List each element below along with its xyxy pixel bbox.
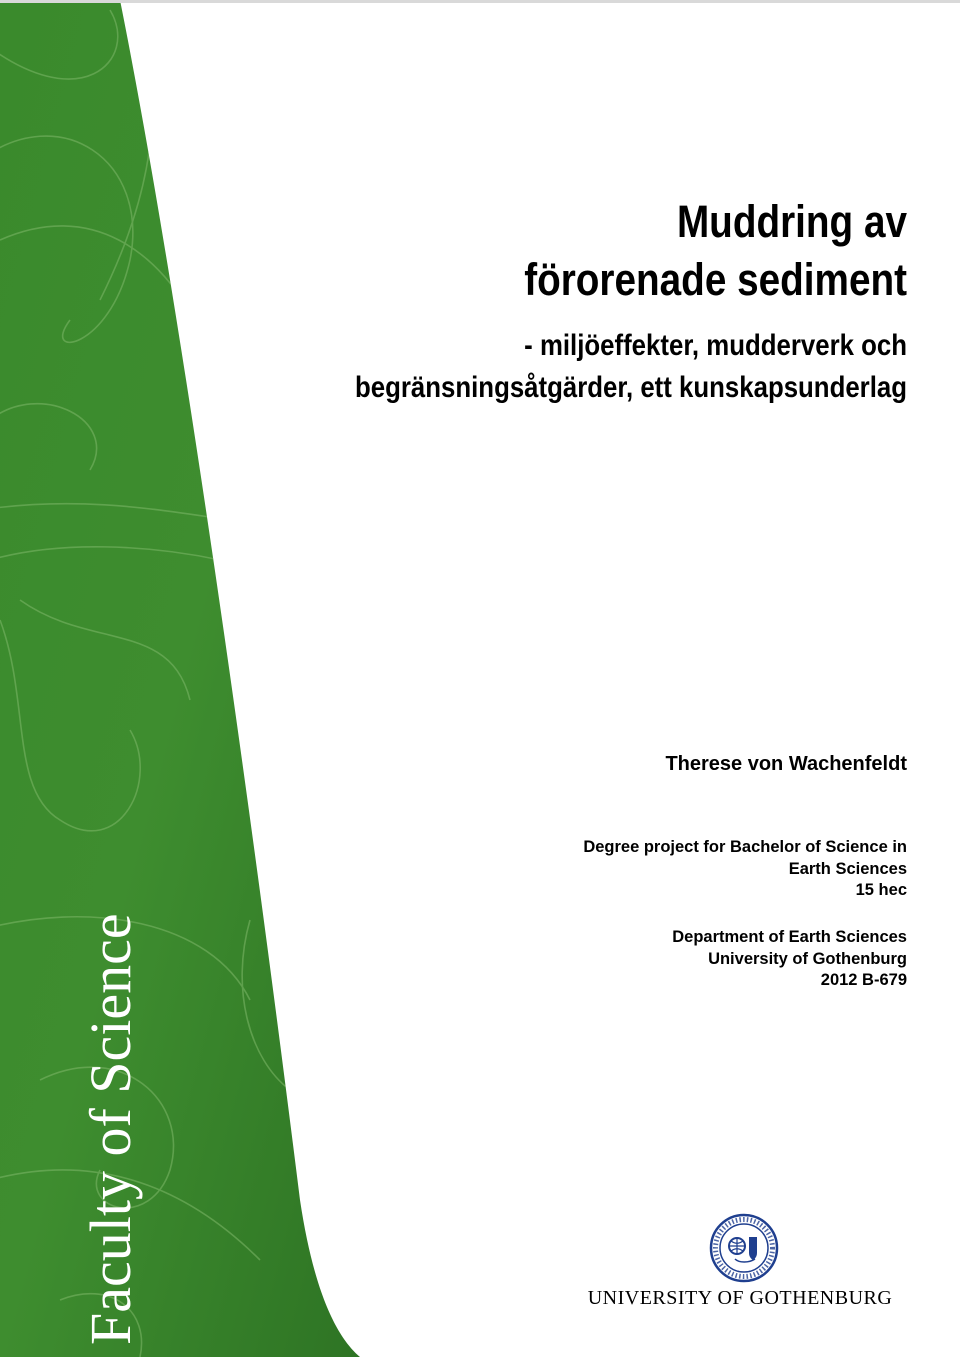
author-name: Therese von Wachenfeldt [665,753,907,775]
thesis-subtitle [305,325,907,409]
department-name: Department of Earth Sciences [672,928,907,946]
thesis-title [391,193,907,309]
green-band-shape [0,0,360,1357]
subtitle-line-2: begränsningsåtgärder, ett kunskapsunderlag [355,371,907,404]
faculty-label: Faculty of Science [78,913,143,1345]
degree-credits: 15 hec [855,881,907,899]
university-seal-icon [709,1213,779,1283]
university-name: UNIVERSITY OF GOTHENBURG [587,1287,893,1309]
university-line: University of Gothenburg [708,949,907,968]
title-line-2: förorenade sediment [524,254,907,305]
department-info [407,927,907,992]
degree-line-1: Degree project for Bachelor of Science in [583,838,907,856]
report-number: 2012 B-679 [820,971,907,989]
degree-line-2: Earth Sciences [788,859,907,878]
top-edge-line [0,0,960,3]
title-line-1: Muddring av [676,196,907,247]
subtitle-line-1: - miljöeffekter, mudderverk och [524,329,907,362]
degree-info [407,837,907,902]
